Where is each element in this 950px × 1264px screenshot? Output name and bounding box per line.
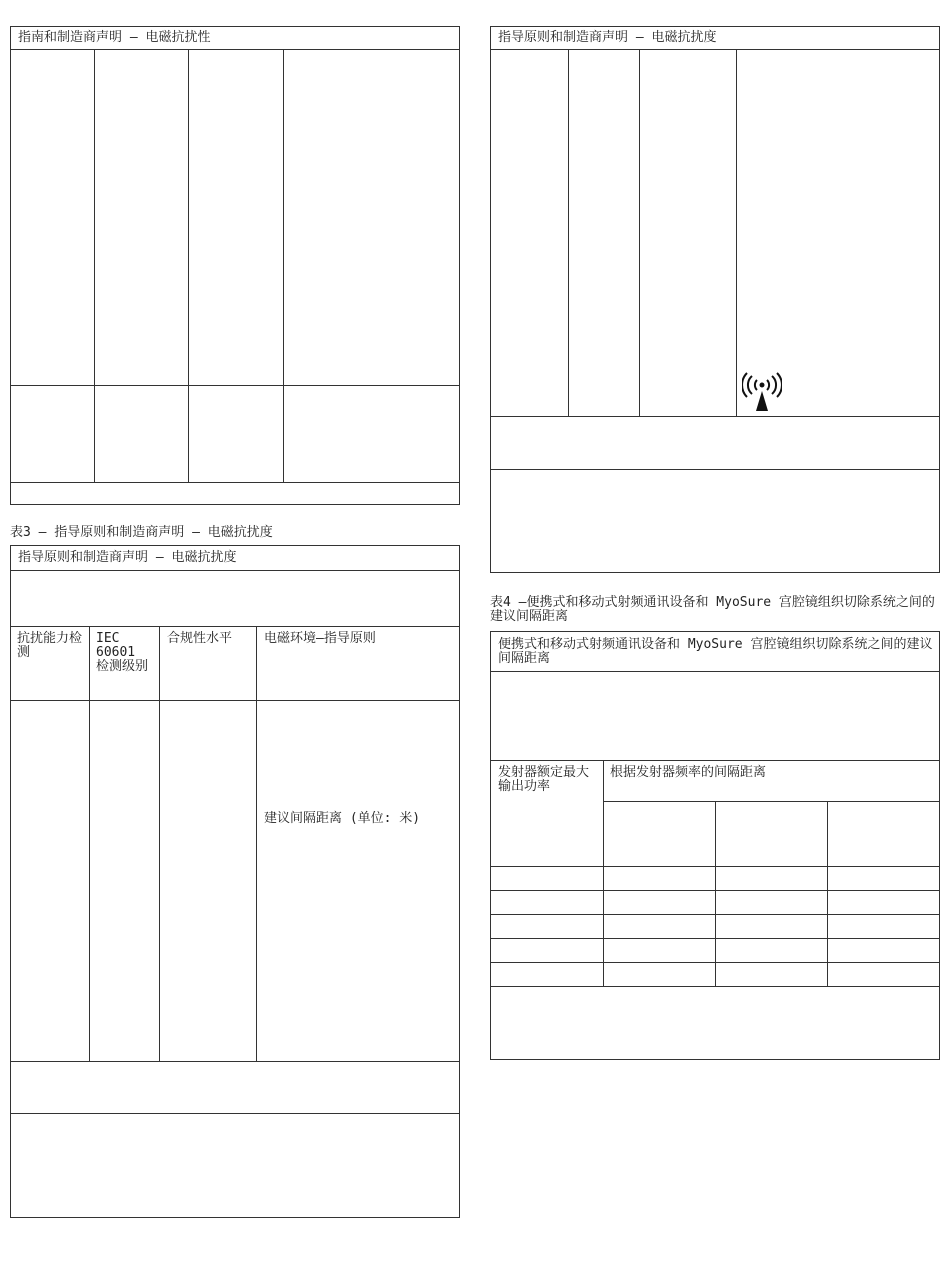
table3-caption: 表3 – 指导原则和制造商声明 – 电磁抗扰度 bbox=[10, 525, 273, 540]
header-separation-distance: 根据发射器频率的间隔距离 bbox=[610, 765, 767, 780]
column-divider bbox=[89, 626, 90, 1062]
column-divider bbox=[736, 49, 737, 417]
row-divider bbox=[10, 700, 460, 701]
column-divider bbox=[568, 49, 569, 417]
table-border bbox=[10, 26, 460, 505]
column-divider bbox=[715, 801, 716, 987]
column-divider bbox=[256, 626, 257, 1062]
column-divider bbox=[603, 760, 604, 987]
table-title: 指导原则和制造商声明 – 电磁抗扰度 bbox=[18, 550, 237, 565]
table-title: 指导原则和制造商声明 – 电磁抗扰度 bbox=[498, 30, 717, 45]
row-divider bbox=[10, 482, 460, 483]
row-divider bbox=[490, 671, 940, 672]
table-border bbox=[490, 26, 940, 573]
row-divider bbox=[490, 49, 940, 50]
header-compliance-level: 合规性水平 bbox=[167, 631, 233, 646]
header-iec-test-level: IEC 60601 检测级别 bbox=[96, 631, 149, 674]
column-divider bbox=[159, 626, 160, 1062]
recommended-distance-label: 建议间隔距离 (单位: 米) bbox=[264, 811, 421, 826]
column-divider bbox=[94, 49, 95, 483]
table-title: 便携式和移动式射频通讯设备和 MyoSure 宫腔镜组织切除系统之间的建议间隔距离 bbox=[498, 637, 933, 666]
row-divider bbox=[10, 1061, 460, 1062]
row-divider bbox=[490, 469, 940, 470]
column-divider bbox=[639, 49, 640, 417]
rf-emission-icon bbox=[742, 371, 782, 411]
row-divider bbox=[10, 626, 460, 627]
row-divider bbox=[10, 1113, 460, 1114]
row-divider bbox=[490, 760, 940, 761]
column-divider bbox=[827, 801, 828, 987]
header-em-environment: 电磁环境–指导原则 bbox=[264, 631, 376, 646]
table-title: 指南和制造商声明 — 电磁抗扰性 bbox=[18, 30, 211, 45]
row-divider bbox=[10, 385, 460, 386]
table4-caption: 表4 –便携式和移动式射频通讯设备和 MyoSure 宫腔镜组织切除系统之间的建议间隔距离 bbox=[490, 595, 935, 624]
column-divider bbox=[188, 49, 189, 483]
row-divider bbox=[10, 49, 460, 50]
header-transmitter-power: 发射器额定最大输出功率 bbox=[498, 765, 590, 794]
row-divider bbox=[603, 801, 940, 802]
row-divider bbox=[10, 570, 460, 571]
header-immunity-test: 抗扰能力检测 bbox=[17, 631, 83, 660]
column-divider bbox=[283, 49, 284, 483]
row-divider bbox=[490, 416, 940, 417]
